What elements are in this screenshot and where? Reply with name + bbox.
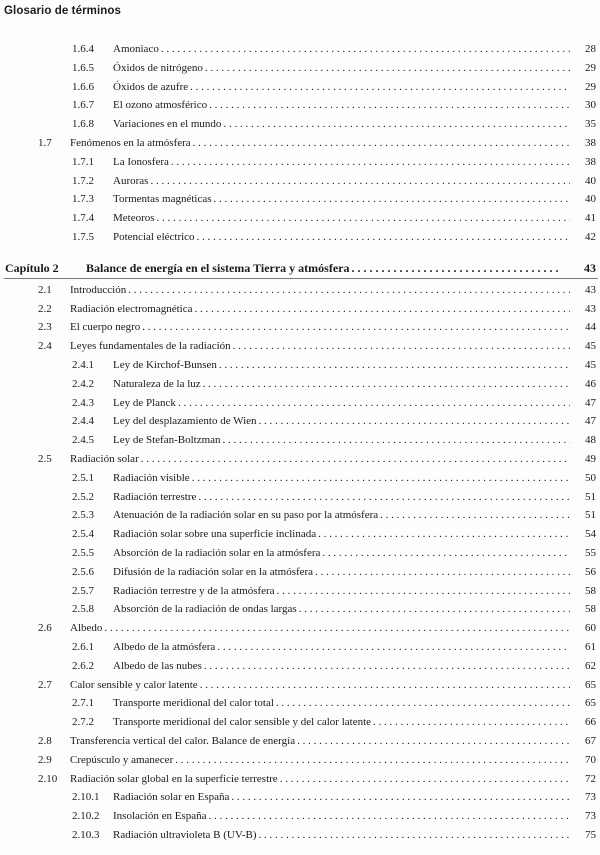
chapter-entry bbox=[0, 259, 600, 277]
dot-leader bbox=[128, 281, 570, 299]
toc-entry bbox=[0, 506, 600, 524]
entry-title: Ley de Kirchof-Bunsen bbox=[113, 359, 217, 371]
entry-number: 2.6 bbox=[38, 622, 52, 635]
dot-leader bbox=[214, 190, 570, 208]
entry-title: Radiación electromagnética bbox=[70, 302, 193, 315]
toc-entry bbox=[0, 134, 600, 152]
entry-title-wrap bbox=[70, 770, 570, 788]
entry-title-wrap bbox=[113, 209, 570, 227]
toc-entry bbox=[0, 337, 600, 355]
dot-leader bbox=[150, 172, 570, 190]
entry-title-wrap bbox=[113, 356, 570, 374]
entry-page-number: 43 bbox=[584, 260, 596, 275]
entry-title: Albedo bbox=[70, 622, 103, 635]
entry-title: Transporte meridional del calor sensible y del calor latente bbox=[113, 716, 372, 729]
toc-entry bbox=[0, 59, 600, 77]
entry-title: Radiación solar sobre una superficie inclinada bbox=[113, 528, 317, 541]
entry-title: Atenuación de la radiación solar en su paso por la atmósfera bbox=[113, 509, 379, 522]
dot-leader bbox=[208, 807, 570, 825]
toc-entry bbox=[0, 115, 600, 133]
entry-page-number: 58 bbox=[585, 603, 596, 616]
entry-title: Difusión de la radiación solar en la atmósfera bbox=[113, 565, 314, 578]
dot-leader bbox=[190, 78, 570, 96]
toc-entry bbox=[0, 770, 600, 788]
entry-title: Introducción bbox=[70, 283, 127, 296]
toc-entry bbox=[0, 732, 600, 750]
entry-number: 1.7.3 bbox=[72, 193, 94, 206]
entry-page-number: 55 bbox=[585, 547, 596, 559]
entry-title-wrap bbox=[70, 619, 570, 637]
entry-title-wrap bbox=[113, 713, 570, 731]
entry-number: 2.4.3 bbox=[72, 396, 94, 409]
entry-title-wrap bbox=[70, 134, 570, 152]
toc-entry bbox=[0, 563, 600, 581]
entry-number: 2.10.2 bbox=[72, 810, 100, 823]
entry-page-number: 40 bbox=[585, 174, 596, 187]
entry-title: Leyes fundamentales de la radiación bbox=[70, 340, 231, 353]
dot-leader bbox=[198, 488, 570, 506]
page-header: Glosario de términos bbox=[4, 5, 122, 17]
entry-number: 2.5.5 bbox=[72, 547, 94, 559]
entry-title-wrap bbox=[113, 807, 570, 825]
entry-page-number: 47 bbox=[585, 415, 596, 428]
entry-title: Radiación terrestre bbox=[113, 490, 197, 503]
toc-entry bbox=[0, 172, 600, 190]
toc-entry bbox=[0, 356, 600, 374]
entry-title: Radiación visible bbox=[113, 471, 190, 484]
entry-page-number: 29 bbox=[585, 61, 596, 74]
entry-number: 2.5.1 bbox=[72, 471, 94, 484]
entry-number: 1.6.6 bbox=[72, 80, 94, 93]
entry-page-number: 29 bbox=[585, 80, 596, 93]
entry-title: Ley de Stefan-Boltzman bbox=[113, 434, 221, 447]
toc-entry bbox=[0, 544, 600, 562]
entry-title-wrap bbox=[113, 788, 570, 806]
entry-title: Radiación terrestre y de la atmósfera bbox=[113, 584, 275, 597]
dot-leader bbox=[161, 40, 570, 58]
entry-title-wrap bbox=[113, 59, 570, 77]
entry-number: 1.7.2 bbox=[72, 174, 94, 187]
entry-number: 2.10.3 bbox=[72, 829, 100, 841]
entry-page-number: 66 bbox=[585, 716, 596, 729]
dot-leader bbox=[142, 318, 570, 336]
dot-leader bbox=[203, 375, 570, 393]
dot-leader bbox=[259, 412, 570, 430]
entry-page-number: 51 bbox=[585, 490, 596, 503]
entry-number: 1.6.7 bbox=[72, 99, 94, 112]
entry-title-wrap bbox=[113, 40, 570, 58]
entry-title: El cuerpo negro bbox=[70, 321, 141, 334]
entry-number: 1.6.4 bbox=[72, 43, 94, 55]
entry-number: 1.7.5 bbox=[72, 231, 94, 243]
entry-title-wrap bbox=[113, 563, 570, 581]
entry-title-wrap bbox=[113, 544, 570, 562]
entry-number: 2.10.1 bbox=[72, 791, 100, 804]
entry-title: Radiación solar global en la superficie terrestre bbox=[70, 772, 278, 785]
toc-entry bbox=[0, 638, 600, 656]
entry-title: Potencial eléctrico bbox=[113, 231, 195, 243]
entry-title-wrap bbox=[86, 259, 562, 277]
entry-title: La Ionosfera bbox=[113, 155, 169, 168]
entry-number: 2.2 bbox=[38, 302, 52, 315]
dot-leader bbox=[157, 209, 570, 227]
dot-leader bbox=[217, 638, 570, 656]
toc-entry bbox=[0, 281, 600, 299]
entry-title-wrap bbox=[70, 318, 570, 336]
entry-page-number: 46 bbox=[585, 377, 596, 390]
entry-title-wrap bbox=[70, 300, 570, 318]
entry-title: Albedo de las nubes bbox=[113, 659, 202, 672]
dot-leader bbox=[219, 356, 570, 374]
entry-title: Crepúsculo y amanecer bbox=[70, 753, 174, 766]
entry-number: 2.8 bbox=[38, 735, 52, 747]
entry-title: Amoniaco bbox=[113, 43, 159, 55]
entry-number: 2.4.5 bbox=[72, 434, 94, 447]
entry-title-wrap bbox=[113, 228, 570, 246]
entry-title-wrap bbox=[113, 394, 570, 412]
entry-page-number: 65 bbox=[585, 678, 596, 691]
entry-title: Ley de Planck bbox=[113, 396, 176, 409]
toc-entry bbox=[0, 209, 600, 227]
entry-page-number: 38 bbox=[585, 137, 596, 149]
entry-page-number: 54 bbox=[585, 528, 596, 541]
dot-leader bbox=[280, 770, 570, 788]
entry-number: Capítulo 2 bbox=[5, 260, 59, 275]
entry-page-number: 28 bbox=[585, 43, 596, 55]
entry-number: 2.3 bbox=[38, 321, 52, 334]
entry-title-wrap bbox=[70, 337, 570, 355]
entry-title-wrap bbox=[113, 657, 570, 675]
entry-number: 2.5.4 bbox=[72, 528, 94, 541]
entry-title: Ley del desplazamiento de Wien bbox=[113, 415, 257, 428]
dot-leader bbox=[104, 619, 570, 637]
entry-page-number: 60 bbox=[585, 622, 596, 635]
dot-leader bbox=[141, 450, 570, 468]
entry-page-number: 65 bbox=[585, 697, 596, 710]
entry-number: 2.5.7 bbox=[72, 584, 94, 597]
toc-entry bbox=[0, 619, 600, 637]
toc-entry bbox=[0, 394, 600, 412]
dot-leader bbox=[209, 96, 570, 114]
entry-title-wrap bbox=[113, 431, 570, 449]
dot-leader bbox=[380, 506, 570, 524]
entry-title: Calor sensible y calor latente bbox=[70, 678, 198, 691]
entry-number: 2.4.4 bbox=[72, 415, 94, 428]
entry-page-number: 38 bbox=[585, 155, 596, 168]
entry-title: Absorción de la radiación de ondas largas bbox=[113, 603, 297, 616]
toc-entry bbox=[0, 431, 600, 449]
entry-title: Óxidos de azufre bbox=[113, 80, 189, 93]
dot-leader bbox=[277, 582, 570, 600]
dot-leader bbox=[193, 134, 570, 152]
entry-page-number: 73 bbox=[585, 791, 596, 804]
entry-page-number: 75 bbox=[585, 829, 596, 841]
toc-entry bbox=[0, 788, 600, 806]
dot-leader bbox=[192, 469, 570, 487]
dot-leader bbox=[223, 115, 570, 133]
entry-number: 1.7.1 bbox=[72, 155, 94, 168]
entry-page-number: 47 bbox=[585, 396, 596, 409]
entry-page-number: 51 bbox=[585, 509, 596, 522]
entry-page-number: 70 bbox=[585, 753, 596, 766]
entry-page-number: 61 bbox=[585, 641, 596, 653]
entry-number: 2.7.2 bbox=[72, 716, 94, 729]
toc-entry bbox=[0, 807, 600, 825]
toc-entry bbox=[0, 600, 600, 618]
toc-entry bbox=[0, 40, 600, 58]
dot-leader bbox=[175, 751, 570, 769]
dot-leader bbox=[204, 657, 570, 675]
entry-title: Balance de energía en el sistema Tierra y atmósfera bbox=[86, 260, 350, 275]
entry-title-wrap bbox=[113, 412, 570, 430]
dot-leader bbox=[178, 394, 570, 412]
toc-entry bbox=[0, 751, 600, 769]
entry-title-wrap bbox=[113, 172, 570, 190]
entry-page-number: 45 bbox=[585, 340, 596, 353]
entry-number: 2.4.2 bbox=[72, 377, 94, 390]
entry-title: Óxidos de nitrógeno bbox=[113, 61, 203, 74]
dot-leader bbox=[299, 600, 570, 618]
entry-page-number: 49 bbox=[585, 453, 596, 465]
dot-leader bbox=[197, 228, 570, 246]
entry-number: 2.1 bbox=[38, 283, 52, 296]
toc-entry bbox=[0, 190, 600, 208]
entry-page-number: 58 bbox=[585, 584, 596, 597]
entry-number: 2.5.3 bbox=[72, 509, 94, 522]
entry-title: Transferencia vertical del calor. Balance de energía bbox=[70, 735, 296, 747]
entry-page-number: 62 bbox=[585, 659, 596, 672]
entry-title-wrap bbox=[70, 751, 570, 769]
dot-leader bbox=[276, 694, 570, 712]
entry-number: 2.4.1 bbox=[72, 359, 94, 371]
entry-title-wrap bbox=[113, 600, 570, 618]
entry-title-wrap bbox=[113, 638, 570, 656]
entry-page-number: 42 bbox=[585, 231, 596, 243]
dot-leader bbox=[258, 826, 570, 844]
toc-entry bbox=[0, 78, 600, 96]
toc-entry bbox=[0, 96, 600, 114]
entry-title-wrap bbox=[113, 488, 570, 506]
entry-title-wrap bbox=[113, 694, 570, 712]
entry-number: 2.4 bbox=[38, 340, 52, 353]
entry-number: 2.6.2 bbox=[72, 659, 94, 672]
dot-leader bbox=[233, 337, 570, 355]
entry-title-wrap bbox=[70, 732, 570, 750]
dot-leader bbox=[352, 259, 563, 277]
dot-leader bbox=[297, 732, 570, 750]
toc-entry bbox=[0, 676, 600, 694]
entry-number: 1.6.5 bbox=[72, 61, 94, 74]
toc-entry bbox=[0, 412, 600, 430]
entry-title-wrap bbox=[113, 525, 570, 543]
dot-leader bbox=[373, 713, 570, 731]
entry-title: Radiación solar en España bbox=[113, 791, 230, 804]
toc-entry bbox=[0, 300, 600, 318]
dot-leader bbox=[318, 525, 570, 543]
entry-page-number: 73 bbox=[585, 810, 596, 823]
entry-title: Variaciones en el mundo bbox=[113, 118, 222, 131]
dot-leader bbox=[200, 676, 570, 694]
toc-entry bbox=[0, 488, 600, 506]
dot-leader bbox=[223, 431, 570, 449]
entry-title-wrap bbox=[113, 582, 570, 600]
toc-entry bbox=[0, 153, 600, 171]
entry-title-wrap bbox=[113, 190, 570, 208]
dot-leader bbox=[194, 300, 570, 318]
entry-title: Radiación ultravioleta B (UV-B) bbox=[113, 829, 257, 841]
entry-page-number: 45 bbox=[585, 359, 596, 371]
entry-title: Absorción de la radiación solar en la atmósfera bbox=[113, 547, 321, 559]
entry-title: Meteoros bbox=[113, 212, 155, 225]
entry-title: El ozono atmosférico bbox=[113, 99, 208, 112]
entry-title-wrap bbox=[113, 78, 570, 96]
entry-title: Naturaleza de la luz bbox=[113, 377, 201, 390]
toc-entry bbox=[0, 450, 600, 468]
dot-leader bbox=[322, 544, 570, 562]
entry-title-wrap bbox=[113, 469, 570, 487]
entry-page-number: 56 bbox=[585, 565, 596, 578]
entry-page-number: 35 bbox=[585, 118, 596, 131]
entry-page-number: 72 bbox=[585, 772, 596, 785]
entry-number: 2.5 bbox=[38, 453, 52, 465]
entry-page-number: 43 bbox=[585, 302, 596, 315]
entry-page-number: 41 bbox=[585, 212, 596, 225]
entry-title-wrap bbox=[70, 450, 570, 468]
entry-number: 1.6.8 bbox=[72, 118, 94, 131]
entry-number: 2.7.1 bbox=[72, 697, 94, 710]
entry-page-number: 67 bbox=[585, 735, 596, 747]
dot-leader bbox=[171, 153, 570, 171]
entry-number: 2.5.8 bbox=[72, 603, 94, 616]
entry-title: Albedo de la atmósfera bbox=[113, 641, 216, 653]
entry-page-number: 40 bbox=[585, 193, 596, 206]
toc-entry bbox=[0, 228, 600, 246]
toc-entry bbox=[0, 657, 600, 675]
entry-page-number: 48 bbox=[585, 434, 596, 447]
entry-page-number: 50 bbox=[585, 471, 596, 484]
entry-number: 1.7.4 bbox=[72, 212, 94, 225]
toc-entry bbox=[0, 582, 600, 600]
entry-number: 2.9 bbox=[38, 753, 52, 766]
toc-entry bbox=[0, 318, 600, 336]
entry-title: Tormentas magnéticas bbox=[113, 193, 212, 206]
entry-title-wrap bbox=[113, 153, 570, 171]
entry-number: 2.5.6 bbox=[72, 565, 94, 578]
entry-number: 2.7 bbox=[38, 678, 52, 691]
entry-number: 1.7 bbox=[38, 137, 52, 149]
entry-title-wrap bbox=[113, 96, 570, 114]
entry-number: 2.10 bbox=[38, 772, 58, 785]
entry-page-number: 30 bbox=[585, 99, 596, 112]
entry-page-number: 43 bbox=[585, 283, 596, 296]
chapter-rule bbox=[4, 278, 598, 279]
toc-entry bbox=[0, 375, 600, 393]
entry-title-wrap bbox=[70, 281, 570, 299]
dot-leader bbox=[205, 59, 570, 77]
entry-title-wrap bbox=[113, 826, 570, 844]
entry-title: Transporte meridional del calor total bbox=[113, 697, 274, 710]
entry-title-wrap bbox=[70, 676, 570, 694]
toc-entry bbox=[0, 469, 600, 487]
entry-title: Fenómenos en la atmósfera bbox=[70, 137, 191, 149]
entry-number: 2.5.2 bbox=[72, 490, 94, 503]
toc-entry bbox=[0, 826, 600, 844]
entry-title: Radiación solar bbox=[70, 453, 139, 465]
dot-leader bbox=[231, 788, 570, 806]
entry-title: Auroras bbox=[113, 174, 149, 187]
toc-entry bbox=[0, 713, 600, 731]
dot-leader bbox=[315, 563, 570, 581]
toc-entry bbox=[0, 525, 600, 543]
entry-title-wrap bbox=[113, 375, 570, 393]
entry-title: Insolación en España bbox=[113, 810, 207, 823]
entry-number: 2.6.1 bbox=[72, 641, 94, 653]
toc-entry bbox=[0, 694, 600, 712]
entry-title-wrap bbox=[113, 115, 570, 133]
entry-title-wrap bbox=[113, 506, 570, 524]
entry-page-number: 44 bbox=[585, 321, 596, 334]
